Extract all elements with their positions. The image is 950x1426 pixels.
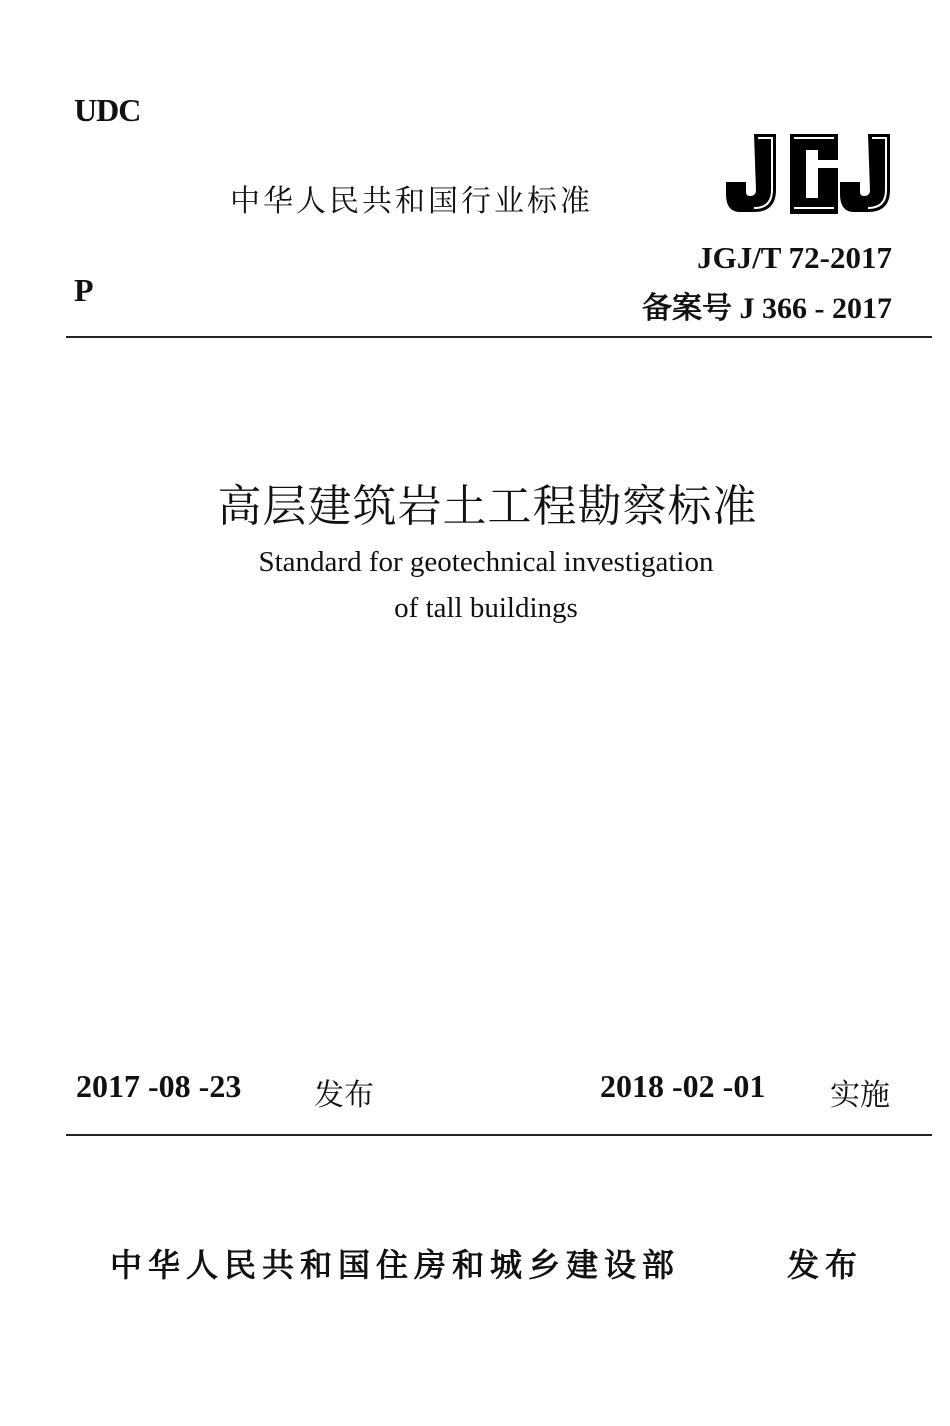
publish-date: 2017 -08 -23 (76, 1068, 242, 1104)
jgj-logo (726, 130, 896, 216)
title-english-line1: Standard for geotechnical investigation (258, 546, 714, 578)
bottom-divider (66, 1134, 932, 1136)
implement-date: 2018 -02 -01 (600, 1068, 766, 1104)
issue-label: 发布 (787, 1246, 864, 1284)
top-divider (66, 336, 932, 338)
standard-type: 中华人民共和国行业标准 (230, 184, 593, 219)
standard-code: JGJ/T 72-2017 (697, 240, 892, 275)
category-label: P (74, 272, 94, 308)
implement-label: 实施 (830, 1078, 890, 1113)
title-chinese: 高层建筑岩土工程勘察标准 (217, 481, 758, 532)
udc-label: UDC (74, 92, 141, 128)
publish-label: 发布 (314, 1078, 374, 1113)
record-number: 备案号 J 366 - 2017 (642, 292, 892, 325)
issuer: 中华人民共和国住房和城乡建设部 (110, 1246, 681, 1284)
title-english-line2: of tall buildings (394, 592, 578, 624)
